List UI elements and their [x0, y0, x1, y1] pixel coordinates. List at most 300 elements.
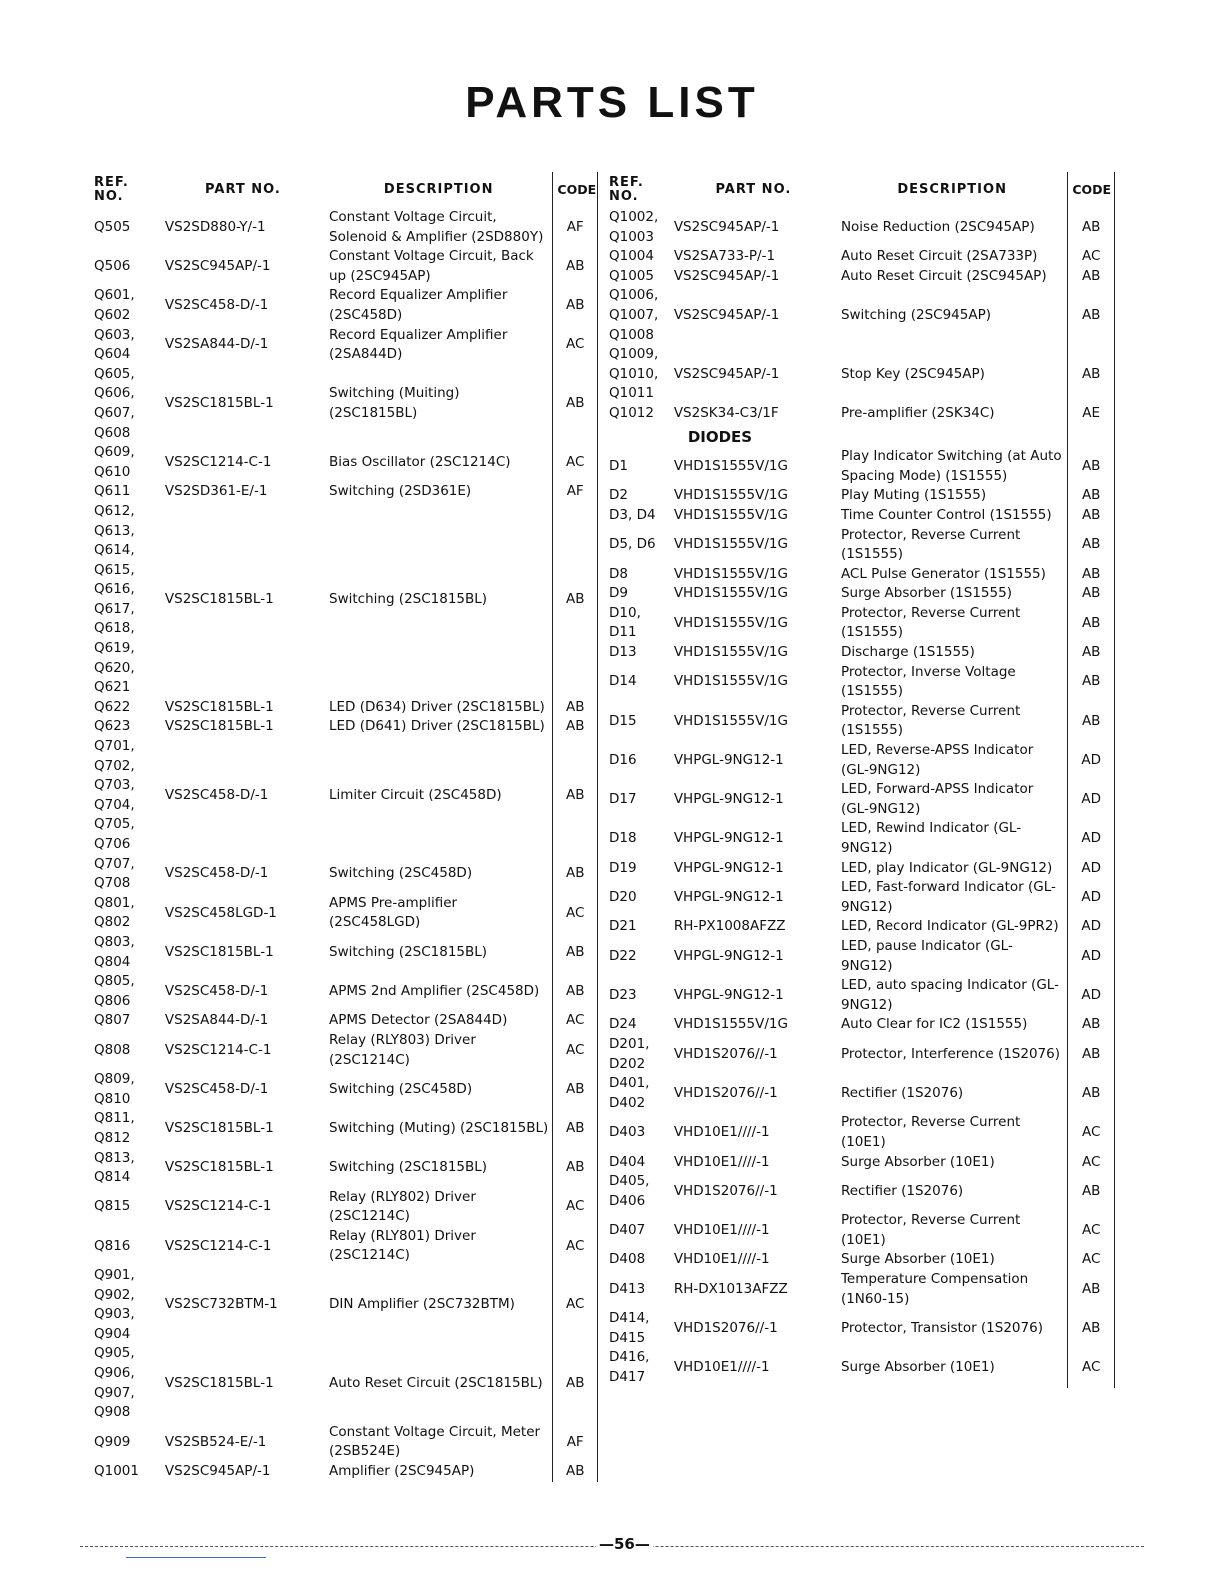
description-cell: Protector, Interference (1S2076) — [840, 1045, 1060, 1062]
table-row — [605, 819, 1115, 858]
code-cell: AB — [1068, 1015, 1115, 1035]
ref-cell: D20 — [609, 888, 637, 905]
description-cell: Switching (2SC458D) — [329, 1080, 473, 1097]
description-cell: Relay (RLY802) Driver (2SC1214C) — [329, 1188, 476, 1225]
description-cell: LED, pause Indicator (GL-9NG12) — [840, 937, 1013, 974]
code-cell: AC — [553, 443, 598, 482]
part-no-cell: VS2SC1214-C-1 — [164, 1237, 272, 1254]
ref-cell: Q808 — [94, 1041, 131, 1058]
table-row — [90, 717, 598, 737]
description-cell: Limiter Circuit (2SC458D) — [329, 787, 502, 804]
code-cell: AB — [553, 1070, 598, 1109]
description-cell: Constant Voltage Circuit, Solenoid & Amplifier (2SD880Y) — [329, 209, 544, 245]
description-cell: Auto Clear for IC2 (1S1555) — [840, 1016, 1028, 1033]
part-no-cell: VS2SC1214-C-1 — [164, 1041, 272, 1058]
ref-cell: Q701, Q702, Q703, Q704, Q705, Q706 — [94, 738, 135, 852]
table-row — [605, 1153, 1115, 1173]
ref-cell: D5, D6 — [609, 536, 656, 553]
part-no-cell: VS2SC945AP/-1 — [673, 218, 780, 235]
part-no-cell: VS2SD880-Y/-1 — [164, 218, 266, 235]
code-cell: AC — [1068, 1153, 1115, 1173]
description-cell: DIN Amplifier (2SC732BTM) — [329, 1296, 515, 1313]
code-cell: AD — [1068, 819, 1115, 858]
description-cell: Record Equalizer Amplifier (2SC458D) — [329, 287, 508, 323]
part-no-cell: VS2SC945AP/-1 — [673, 365, 780, 382]
code-cell: AF — [553, 482, 598, 502]
part-no-cell: VHPGL-9NG12-1 — [673, 751, 784, 768]
table-row — [605, 1211, 1115, 1250]
table-row — [90, 1462, 598, 1482]
ref-cell: D407 — [609, 1222, 646, 1239]
header-ref-text: REF. NO. — [94, 175, 129, 204]
code-cell: AB — [553, 1149, 598, 1188]
code-cell: AB — [553, 717, 598, 737]
part-no-cell: VHD1S1555V/1G — [673, 712, 788, 729]
description-cell: Noise Reduction (2SC945AP) — [840, 218, 1035, 235]
ref-cell: Q623 — [94, 718, 131, 735]
ref-cell: D408 — [609, 1251, 646, 1268]
diodes-heading: DIODES — [687, 427, 753, 446]
description-cell: Amplifier (2SC945AP) — [329, 1463, 475, 1479]
table-row — [605, 208, 1115, 247]
code-cell: AD — [1068, 937, 1115, 976]
code-cell: AC — [553, 326, 598, 365]
code-cell: AB — [1068, 565, 1115, 585]
code-cell: AB — [1068, 1035, 1115, 1074]
code-cell: AB — [1068, 345, 1115, 404]
part-no-cell: VHD1S1555V/1G — [673, 565, 788, 582]
table-row — [605, 702, 1115, 741]
part-no-cell: VS2SB524-E/-1 — [164, 1433, 267, 1450]
part-no-cell: VHD1S1555V/1G — [673, 673, 788, 690]
part-no-cell: VHD1S1555V/1G — [673, 487, 788, 504]
description-cell: Switching (Muiting) (2SC1815BL) — [329, 385, 460, 421]
part-no-cell: VS2SA844-D/-1 — [164, 336, 269, 353]
table-row — [90, 482, 598, 502]
table-row — [90, 972, 598, 1011]
code-cell: AB — [1068, 526, 1115, 565]
ref-cell: Q505 — [94, 218, 131, 235]
left-rows — [90, 208, 598, 1482]
part-no-cell: RH-PX1008AFZZ — [673, 918, 786, 935]
table-row — [90, 247, 598, 286]
header-code: CODE — [553, 172, 598, 208]
ref-cell: Q909 — [94, 1433, 131, 1450]
table-row — [605, 1309, 1115, 1348]
description-cell: Switching (2SC1815BL) — [329, 943, 488, 960]
ref-cell: Q1009, Q1010, Q1011 — [609, 346, 659, 402]
part-no-cell: VS2SA844-D/-1 — [164, 1012, 269, 1029]
description-cell: ACL Pulse Generator (1S1555) — [840, 565, 1046, 582]
table-row — [90, 502, 598, 698]
code-cell: AB — [1068, 1172, 1115, 1211]
code-cell: AB — [553, 737, 598, 855]
table-row — [605, 878, 1115, 917]
description-cell: LED, auto spacing Indicator (GL-9NG12) — [840, 977, 1059, 1013]
part-no-cell: VHD10E1////-1 — [673, 1251, 770, 1268]
description-cell: Rectifier (1S2076) — [840, 1084, 964, 1101]
description-cell: Constant Voltage Circuit, Meter (2SB524E) — [329, 1423, 541, 1460]
description-cell: Protector, Transistor (1S2076) — [840, 1320, 1043, 1337]
description-cell: APMS Detector (2SA844D) — [329, 1012, 508, 1029]
table-row — [90, 855, 598, 894]
code-cell: AC — [553, 1227, 598, 1266]
ref-cell: Q1005 — [609, 267, 654, 284]
table-row — [605, 937, 1115, 976]
part-no-cell: VHD1S2076//-1 — [673, 1182, 778, 1199]
header-ref — [90, 172, 161, 208]
part-no-cell: VS2SC945AP/-1 — [164, 1463, 271, 1479]
part-no-cell: VS2SC458-D/-1 — [164, 787, 269, 804]
table-row — [90, 1011, 598, 1031]
table-row — [90, 326, 598, 365]
part-no-cell: VS2SC458LGD-1 — [164, 904, 277, 921]
code-cell: AB — [1068, 267, 1115, 287]
part-no-cell: VHPGL-9NG12-1 — [673, 888, 784, 905]
ref-cell: Q605, Q606, Q607, Q608 — [94, 365, 135, 441]
part-no-cell: VS2SA733-P/-1 — [673, 248, 776, 265]
part-no-cell: VS2SC458-D/-1 — [164, 1080, 269, 1097]
part-no-cell: VS2SC1815BL-1 — [164, 1120, 274, 1137]
ref-cell: D16 — [609, 751, 637, 768]
table-row — [605, 486, 1115, 506]
code-cell: AB — [553, 1344, 598, 1422]
footer-link-stub — [126, 1557, 266, 1558]
part-no-cell: VHD10E1////-1 — [673, 1124, 770, 1141]
part-no-cell: VS2SC1815BL-1 — [164, 718, 274, 735]
table-row — [605, 1015, 1115, 1035]
ref-cell: Q805, Q806 — [94, 973, 135, 1009]
code-cell: AC — [1068, 1113, 1115, 1152]
ref-cell: D15 — [609, 712, 637, 729]
description-cell: LED (D634) Driver (2SC1815BL) — [329, 698, 545, 715]
description-cell: Relay (RLY801) Driver (2SC1214C) — [329, 1227, 476, 1264]
description-cell: Record Equalizer Amplifier (2SA844D) — [329, 326, 508, 363]
description-cell: Protector, Inverse Voltage (1S1555) — [840, 663, 1016, 700]
description-cell: LED, Reverse-APSS Indicator (GL-9NG12) — [840, 742, 1034, 778]
table-row — [605, 447, 1115, 486]
part-no-cell: VHPGL-9NG12-1 — [673, 986, 784, 1003]
ref-cell: Q901, Q902, Q903, Q904 — [94, 1267, 135, 1342]
header-ref-text: REF. NO. — [609, 175, 644, 204]
description-cell: Protector, Reverse Current (1S1555) — [840, 526, 1021, 563]
ref-cell: Q1004 — [609, 248, 654, 265]
table-row — [605, 604, 1115, 643]
ref-cell: Q1001 — [94, 1463, 139, 1479]
description-cell: Auto Reset Circuit (2SA733P) — [840, 248, 1038, 265]
table-row — [605, 506, 1115, 526]
part-no-cell: VS2SK34-C3/1F — [673, 404, 779, 421]
code-cell: AC — [1068, 1250, 1115, 1270]
ref-cell: Q816 — [94, 1237, 131, 1254]
part-no-cell: VHD1S1555V/1G — [673, 1016, 788, 1033]
part-no-cell: VS2SC1815BL-1 — [164, 1374, 274, 1391]
table-row — [90, 933, 598, 972]
description-cell: Auto Reset Circuit (2SC945AP) — [840, 267, 1047, 284]
table-row — [90, 1070, 598, 1109]
code-cell: AC — [1068, 1348, 1115, 1387]
table-row — [90, 1149, 598, 1188]
code-cell: AB — [1068, 1309, 1115, 1348]
part-no-cell: VHD10E1////-1 — [673, 1153, 770, 1170]
header-code: CODE — [1068, 172, 1115, 208]
table-row — [90, 1031, 598, 1070]
ref-cell: Q506 — [94, 257, 131, 274]
part-no-cell: VHD1S2076//-1 — [673, 1320, 778, 1337]
ref-cell: Q601, Q602 — [94, 287, 135, 323]
table-row — [90, 698, 598, 718]
table-row — [605, 643, 1115, 663]
part-no-cell: VHD1S1555V/1G — [673, 457, 788, 474]
code-cell: AC — [553, 894, 598, 933]
description-cell: Switching (2SC458D) — [329, 865, 473, 882]
parts-table-right — [605, 172, 1115, 1388]
part-no-cell: RH-DX1013AFZZ — [673, 1280, 788, 1297]
part-no-cell: VS2SC458-D/-1 — [164, 982, 269, 999]
part-no-cell: VHD10E1////-1 — [673, 1359, 770, 1376]
part-no-cell: VS2SC1815BL-1 — [164, 395, 274, 412]
table-row — [605, 917, 1115, 937]
part-no-cell: VHPGL-9NG12-1 — [673, 947, 784, 964]
code-cell: AE — [1068, 404, 1115, 424]
description-cell: LED, Rewind Indicator (GL-9NG12) — [840, 820, 1022, 856]
description-cell: Protector, Reverse Current (1S1555) — [840, 702, 1021, 739]
ref-cell: D18 — [609, 830, 637, 847]
table-row — [605, 1035, 1115, 1074]
part-no-cell: VS2SC1815BL-1 — [164, 1159, 274, 1176]
ref-cell: Q622 — [94, 698, 131, 715]
ref-cell: Q1002, Q1003 — [609, 209, 659, 245]
ref-cell: Q603, Q604 — [94, 326, 135, 363]
description-cell: LED (D641) Driver (2SC1815BL) — [329, 718, 545, 735]
code-cell: AD — [1068, 878, 1115, 917]
description-cell: LED, Fast-forward Indicator (GL-9NG12) — [840, 879, 1056, 915]
part-no-cell: VS2SC1815BL-1 — [164, 698, 274, 715]
description-cell: Protector, Reverse Current (10E1) — [840, 1114, 1021, 1150]
ref-cell: D19 — [609, 859, 637, 876]
code-cell: AB — [1068, 486, 1115, 506]
table-row — [605, 1074, 1115, 1113]
table-row — [605, 526, 1115, 565]
description-cell: Rectifier (1S2076) — [840, 1182, 964, 1199]
header-part-no: PART NO. — [205, 182, 281, 197]
ref-cell: D3, D4 — [609, 506, 656, 523]
code-cell: AB — [1068, 1270, 1115, 1309]
code-cell: AB — [1068, 643, 1115, 663]
header-description: DESCRIPTION — [897, 182, 1007, 197]
part-no-cell: VS2SC732BTM-1 — [164, 1296, 278, 1313]
table-row — [90, 1266, 598, 1344]
table-row — [605, 1270, 1115, 1309]
right-rows — [605, 208, 1115, 424]
table-row — [605, 976, 1115, 1015]
description-cell: Play Indicator Switching (at Auto Spacing Mode) (1S1555) — [840, 448, 1062, 484]
description-cell: Switching (2SC1815BL) — [329, 591, 488, 608]
ref-cell: D201, D202 — [609, 1035, 650, 1072]
table-row — [90, 1188, 598, 1227]
code-cell: AC — [553, 1188, 598, 1227]
table-row — [90, 286, 598, 325]
ref-cell: Q1006, Q1007, Q1008 — [609, 287, 659, 343]
code-cell: AB — [1068, 584, 1115, 604]
ref-cell: D405, D406 — [609, 1173, 650, 1209]
code-cell: AB — [1068, 604, 1115, 643]
ref-cell: D21 — [609, 918, 637, 935]
table-row — [605, 286, 1115, 345]
ref-cell: Q609, Q610 — [94, 444, 135, 480]
ref-cell: D23 — [609, 986, 637, 1003]
ref-cell: Q612, Q613, Q614, Q615, Q616, Q617, Q618, Q619, Q620, Q621 — [94, 502, 135, 696]
diode-rows — [605, 447, 1115, 1388]
code-cell: AB — [553, 365, 598, 443]
description-cell: LED, play Indicator (GL-9NG12) — [840, 859, 1053, 876]
part-no-cell: VS2SC458-D/-1 — [164, 297, 269, 314]
diodes-section — [605, 424, 1115, 448]
table-row — [90, 1344, 598, 1422]
description-cell: LED, Forward-APSS Indicator (GL-9NG12) — [840, 781, 1034, 817]
code-cell: AC — [1068, 1211, 1115, 1250]
description-cell: Relay (RLY803) Driver (2SC1214C) — [329, 1031, 476, 1068]
code-cell: AB — [553, 502, 598, 698]
header-row — [90, 172, 598, 208]
description-cell: Bias Oscillator (2SC1214C) — [329, 453, 511, 470]
code-cell: AC — [1068, 247, 1115, 267]
code-cell: AD — [1068, 859, 1115, 879]
table-row — [90, 737, 598, 855]
code-cell: AB — [553, 698, 598, 718]
code-cell: AB — [1068, 702, 1115, 741]
header-ref — [605, 172, 670, 208]
table-row — [90, 1423, 598, 1462]
table-row — [605, 1348, 1115, 1387]
part-no-cell: VS2SC458-D/-1 — [164, 865, 269, 882]
code-cell: AC — [553, 1266, 598, 1344]
ref-cell: D403 — [609, 1124, 646, 1141]
ref-cell: Q803, Q804 — [94, 933, 135, 970]
ref-cell: D413 — [609, 1280, 646, 1297]
code-cell: AF — [553, 208, 598, 247]
ref-cell: D10, D11 — [609, 604, 641, 641]
code-cell: AB — [553, 933, 598, 972]
ref-cell: Q905, Q906, Q907, Q908 — [94, 1345, 135, 1421]
page-title: PARTS LIST — [465, 78, 759, 127]
ref-cell: Q809, Q810 — [94, 1071, 135, 1107]
code-cell: AB — [1068, 447, 1115, 486]
table-row — [90, 894, 598, 933]
code-cell: AB — [553, 1462, 598, 1482]
code-cell: AC — [553, 1011, 598, 1031]
description-cell: Discharge (1S1555) — [840, 644, 975, 661]
part-no-cell: VHD1S1555V/1G — [673, 614, 788, 631]
part-no-cell: VHD1S2076//-1 — [673, 1045, 778, 1062]
part-no-cell: VHD10E1////-1 — [673, 1222, 770, 1239]
ref-cell: Q807 — [94, 1012, 131, 1029]
part-no-cell: VS2SC945AP/-1 — [164, 257, 271, 274]
table-row — [605, 663, 1115, 702]
part-no-cell: VHD1S1555V/1G — [673, 506, 788, 523]
description-cell: APMS Pre-amplifier (2SC458LGD) — [329, 894, 458, 931]
code-cell: AF — [553, 1423, 598, 1462]
description-cell: Play Muting (1S1555) — [840, 487, 987, 504]
part-no-cell: VS2SC945AP/-1 — [673, 267, 780, 284]
parts-table-left — [90, 172, 598, 1482]
part-no-cell: VS2SC945AP/-1 — [673, 306, 780, 323]
ref-cell: D9 — [609, 585, 628, 602]
part-no-cell: VS2SC1815BL-1 — [164, 943, 274, 960]
part-no-cell: VHD1S1555V/1G — [673, 585, 788, 602]
code-cell: AB — [553, 247, 598, 286]
ref-cell: D8 — [609, 565, 628, 582]
page-number: —56— — [596, 1535, 653, 1553]
header-part-no: PART NO. — [715, 182, 792, 197]
description-cell: Protector, Reverse Current (10E1) — [840, 1212, 1021, 1248]
table-row — [605, 780, 1115, 819]
part-no-cell: VHD1S2076//-1 — [673, 1084, 778, 1101]
part-no-cell: VHD1S1555V/1G — [673, 536, 788, 553]
description-cell: Surge Absorber (10E1) — [840, 1359, 995, 1376]
table-row — [605, 1172, 1115, 1211]
description-cell: Pre-amplifier (2SK34C) — [840, 404, 995, 421]
ref-cell: D2 — [609, 487, 628, 504]
table-row — [605, 404, 1115, 424]
table-row — [605, 345, 1115, 404]
description-cell: Temperature Compensation (1N60-15) — [840, 1271, 1029, 1307]
code-cell: AD — [1068, 741, 1115, 780]
description-cell: Time Counter Control (1S1555) — [840, 506, 1052, 523]
code-cell: AB — [1068, 208, 1115, 247]
code-cell: AB — [553, 972, 598, 1011]
code-cell: AB — [553, 286, 598, 325]
code-cell: AB — [1068, 286, 1115, 345]
description-cell: Auto Reset Circuit (2SC1815BL) — [329, 1374, 543, 1391]
code-cell: AD — [1068, 976, 1115, 1015]
code-cell: AB — [553, 855, 598, 894]
ref-cell: Q815 — [94, 1198, 131, 1215]
part-no-cell: VS2SC1815BL-1 — [164, 591, 274, 608]
code-cell: AB — [1068, 506, 1115, 526]
description-cell: Surge Absorber (10E1) — [840, 1251, 995, 1268]
header-row — [605, 172, 1115, 208]
part-no-cell: VHPGL-9NG12-1 — [673, 791, 784, 808]
ref-cell: D13 — [609, 644, 637, 661]
description-cell: Switching (Muting) (2SC1815BL) — [329, 1120, 549, 1137]
part-no-cell: VS2SC1214-C-1 — [164, 1198, 272, 1215]
code-cell: AB — [1068, 663, 1115, 702]
code-cell: AD — [1068, 780, 1115, 819]
description-cell: Protector, Reverse Current (1S1555) — [840, 604, 1021, 641]
table-row — [605, 741, 1115, 780]
description-cell: Surge Absorber (1S1555) — [840, 585, 1012, 602]
ref-cell: D1 — [609, 457, 628, 474]
ref-cell: Q811, Q812 — [94, 1110, 135, 1146]
ref-cell: Q1012 — [609, 404, 654, 421]
description-cell: Switching (2SC945AP) — [840, 306, 991, 323]
table-row — [605, 1250, 1115, 1270]
ref-cell: Q801, Q802 — [94, 894, 135, 931]
header-description: DESCRIPTION — [383, 182, 494, 197]
table-row — [90, 365, 598, 443]
description-cell: Stop Key (2SC945AP) — [840, 365, 985, 382]
ref-cell: Q707, Q708 — [94, 855, 135, 892]
table-row — [605, 584, 1115, 604]
ref-cell: D401, D402 — [609, 1075, 650, 1111]
part-no-cell: VHPGL-9NG12-1 — [673, 830, 784, 847]
code-cell: AC — [553, 1031, 598, 1070]
table-row — [605, 859, 1115, 879]
table-row — [90, 208, 598, 247]
table-row — [605, 247, 1115, 267]
table-row — [605, 267, 1115, 287]
